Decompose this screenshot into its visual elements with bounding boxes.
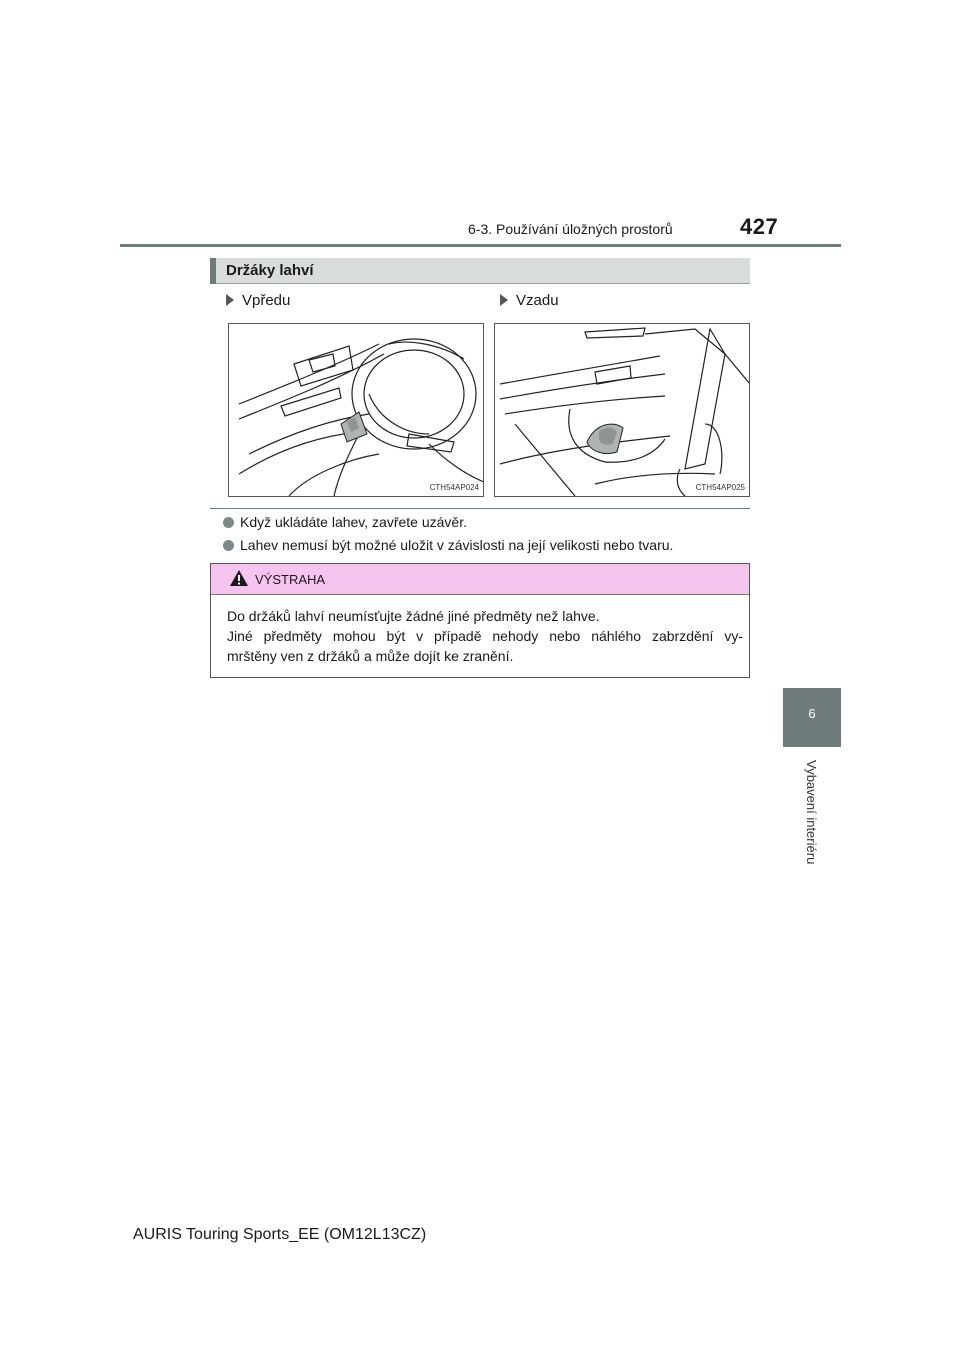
chapter-number: 6	[808, 706, 816, 721]
rear-figure-code: CTH54AP025	[695, 483, 745, 492]
bullet-item	[223, 514, 467, 530]
chapter-tab	[783, 688, 841, 747]
warning-box	[210, 563, 750, 678]
rear-label	[500, 292, 559, 309]
triangle-bullet-icon	[500, 294, 508, 306]
rear-bottle-holder-illustration	[494, 323, 750, 497]
footer-model-code: AURIS Touring Sports_EE (OM12L13CZ)	[133, 1226, 427, 1243]
chapter-label-container	[804, 760, 820, 880]
warning-header	[211, 564, 749, 595]
bullet-dot-icon	[223, 540, 234, 551]
warning-body	[227, 606, 743, 666]
bullet-item	[223, 537, 673, 553]
warning-line: Do držáků lahví neumísťujte žádné jiné předměty než lahve.	[227, 608, 600, 624]
content-rule	[210, 508, 750, 509]
page-number: 427	[740, 214, 779, 239]
section-heading-bar	[210, 258, 750, 284]
header-section-title: 6-3. Používání úložných prostorů	[468, 221, 673, 237]
warning-line: Jiné předměty mohou být v případě nehody nebo náhlého zabrzdění vy-	[227, 628, 743, 644]
bullet-text: Když ukládáte lahev, zavřete uzávěr.	[240, 514, 467, 530]
front-label	[226, 292, 290, 309]
section-heading-accent	[210, 258, 216, 284]
warning-title: VÝSTRAHA	[255, 572, 326, 587]
rear-label-text: Vzadu	[516, 292, 559, 309]
bullet-text: Lahev nemusí být možné uložit v závislosti na její velikosti nebo tvaru.	[240, 537, 674, 553]
bullet-dot-icon	[223, 517, 234, 528]
chapter-label: Vybavení interiéru	[804, 760, 819, 865]
warning-line: mrštěny ven z držáků a může dojít ke zranění.	[227, 648, 514, 664]
front-label-text: Vpředu	[242, 292, 291, 309]
triangle-bullet-icon	[226, 294, 234, 306]
rear-door-illustration	[495, 324, 750, 497]
front-figure-code: CTH54AP024	[429, 483, 479, 492]
section-title: Držáky lahví	[226, 262, 314, 279]
front-bottle-holder-illustration	[228, 323, 484, 497]
warning-triangle-icon	[229, 569, 249, 587]
header-rule	[120, 244, 841, 247]
front-door-illustration	[229, 324, 484, 497]
